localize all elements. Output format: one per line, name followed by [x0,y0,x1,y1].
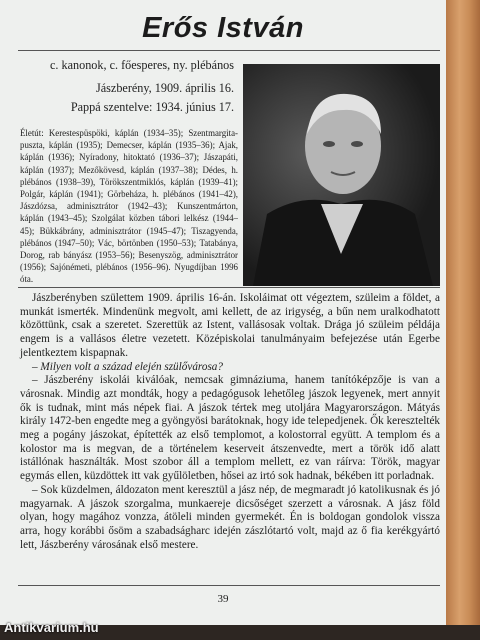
page-number: 39 [217,593,229,605]
header-line-ordination: Pappá szentelve: 1934. június 17. [70,100,234,114]
biography-text: Életút: Kerestespüspöki, káplán (1934–35); Szentmargita-puszta, káplán (1935); Demecser, káplán (1935–36); Ajak, káplán (1936); Nyíradony, hitoktató (1936–37); Jászapáti, káplán (1937); Mezőkövesd, káplán (1937–38); Dédes, h. plébános (1938–39), Törökszentmiklós, káplán (1939–41); Polgár, káplán (1941); Görbeháza, h. plébános (1941–42), Jászdózsa, adminisztrátor (1942–43); Kunszentmárton, káplán (1943–45); Szolgálat közben tábori lelkész (1944–45); Bükkábrány, adminisztrátor (1945–47); Tiszagyenda, plébános (1947–50); Vác, börtönben (1950–53); Tatabánya, Dorog, rab bányász (1953–56); Besenyszög, adminisztrátor (1956); Sajónémeti, plébános (1956–96). Nyugdíjban 1996 óta. [20,128,238,285]
page-title: Erős István [142,12,304,44]
paragraph: Jászberényben születtem 1909. április 16-án. Iskoláimat ott végeztem, szüleim a földet, a munkát ismerték. Mindenünk megvolt, ami kellett, de az irigység, a bűn nem uralkodhatott közöttünk, csak a szeretet. Szerettük az Istent, vallásosak voltak. Drága jó szüleim példája engem is a vallásos életre vezetett. Középiskolai tanulmányaim befejezése után Egerbe jelentkeztem kispapnak. [20,292,440,359]
portrait-photo [243,64,440,286]
paragraph: – Jászberény iskolái kiválóak, nemcsak gimnáziuma, hanem tanítóképzője is van a városnak. Mindig azt mondták, hogy a pedagógusok lehetőleg jászok legyenek, mert annyit ők is tudnak, mint más népek fiai. A jászok tértek meg utoljára Magyarországon. Mátyás király 1472-ben engedte meg a gyöngyösi barátoknak, hogy ide telepedjenek. Ők keresztelték meg a pogány jászokat, építették az első templomot, a kolostorral együtt. A templom és a kolostor ma is megvan, de a történelem keserveit átszenvedte, mert a török idő alatt istállónak használták. Most szobor áll a templom mellett, ez van ráírva: Török, magyar egymás ellen, küzdöttek itt vak gyűlöletben, hősei az irtó sok hadnak, békében itt porladnak. [20,374,440,483]
watermark: Antikvarium.hu [4,620,99,635]
header-line-title: c. kanonok, c. főesperes, ny. plébános [50,58,234,72]
title-rule [18,50,440,51]
interview-body [20,292,440,552]
header-line-birth: Jászberény, 1909. április 16. [96,81,234,95]
book-spine [446,0,480,640]
section-rule [18,287,440,288]
question: – Milyen volt a század elején szülővárosa? [32,360,223,373]
footer-rule [18,585,440,586]
paragraph: – Sok küzdelmen, áldozaton ment keresztül a jász nép, de megmaradt jó katolikusnak és jó magyarnak. A jászok szorgalma, munkaereje dicsőséget szerzett a városnak. A jász föld olyan, hogy magához vonzza, átöleli minden gyermekét. Én is boldogan gondolok vissza arra, hogy korábbi ősöm a szabadságharc idején zászlótartó volt, majd az ő fia kerékgyártó lett, Jászberény városának első mestere. [20,483,440,551]
